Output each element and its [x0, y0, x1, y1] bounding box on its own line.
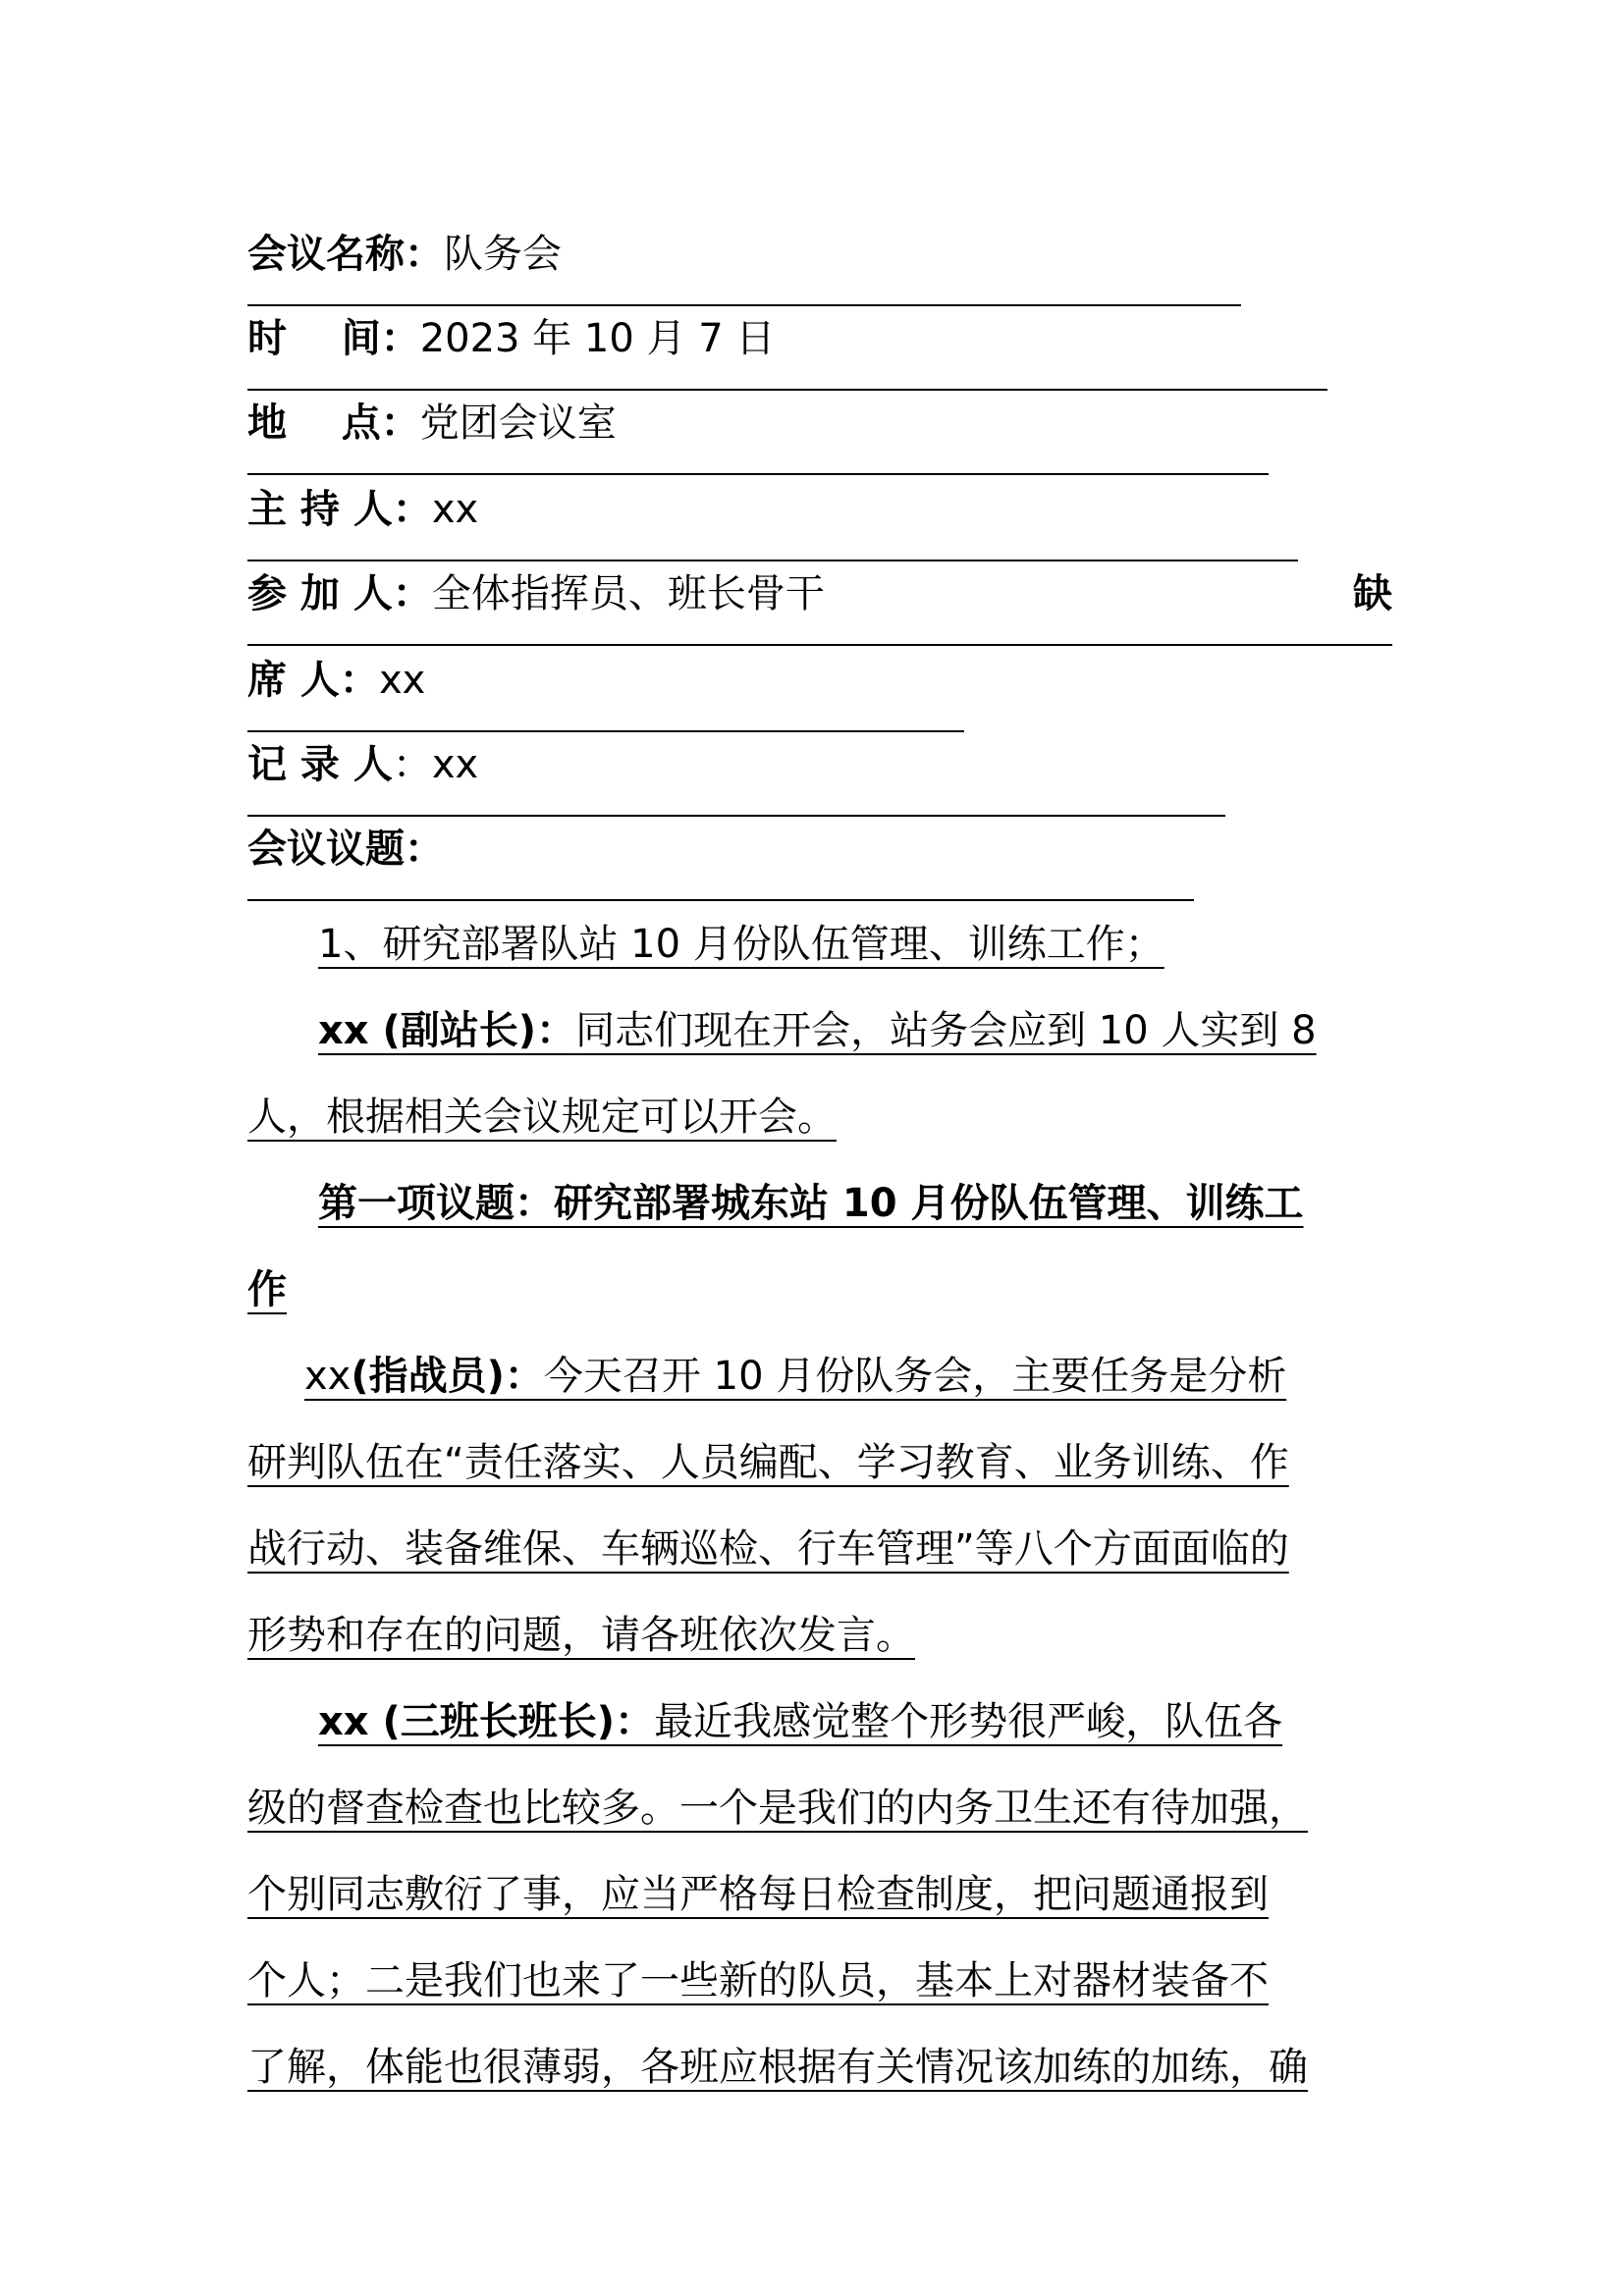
paragraph-2-line-4 — [247, 1592, 1386, 1679]
paragraph-3-line-1 — [247, 1679, 1386, 1765]
paragraph-3-line-4 — [247, 1938, 1386, 2024]
minutes-body — [247, 901, 1386, 2110]
attendees-value: 全体指挥员、班长骨干 — [431, 571, 825, 616]
paragraph-2-line-2 — [247, 1419, 1386, 1506]
topics-label: 会议议题： — [247, 827, 444, 872]
paragraph-2-text-2: 研判队伍在“责任落实、人员编配、学习教育、业务训练、作 — [247, 1440, 1289, 1485]
time-value: 2023 年 10 月 7 日 — [419, 316, 776, 361]
paragraph-3-text-5: 了解，体能也很薄弱，各班应根据有关情况该加练的加练，确 — [247, 2045, 1308, 2090]
place-row — [247, 389, 1269, 475]
paragraph-3-text-4: 个人；二是我们也来了一些新的队员，基本上对器材装备不 — [247, 1958, 1269, 2003]
paragraph-3-line-3 — [247, 1851, 1386, 1938]
recorder-value: xx — [431, 742, 479, 787]
attendees-label: 参 加 人： — [247, 571, 432, 616]
speaker-squad-leader: xx (三班长班长)： — [318, 1699, 655, 1744]
paragraph-1-text-2: 人，根据相关会议规定可以开会。 — [247, 1095, 837, 1140]
time-label: 时 间： — [247, 316, 420, 361]
heading-1-line-2 — [247, 1247, 1386, 1333]
heading-1-line-1 — [247, 1160, 1386, 1247]
paragraph-3-text-1: 最近我感觉整个形势很严峻，队伍各 — [654, 1699, 1283, 1744]
paragraph-2-text-4: 形势和存在的问题，请各班依次发言。 — [247, 1613, 915, 1658]
paragraph-2-text-3: 战行动、装备维保、车辆巡检、行车管理”等八个方面面临的 — [247, 1526, 1289, 1572]
absent-row — [247, 646, 964, 732]
paragraph-3-line-2 — [247, 1765, 1386, 1851]
absent-label-part1: 缺 — [1353, 571, 1392, 616]
meeting-name-value: 队务会 — [444, 232, 562, 277]
meeting-name-label: 会议名称： — [247, 232, 444, 277]
speaker-deputy: xx (副站长)： — [318, 1008, 576, 1053]
paragraph-1-text-1: 同志们现在开会，站务会应到 10 人实到 8 — [575, 1008, 1317, 1053]
speaker-commander-role: (指战员)： — [351, 1354, 544, 1399]
heading-1-text-2: 作 — [247, 1267, 287, 1312]
topics-row — [247, 815, 1194, 901]
recorder-colon: ： — [392, 742, 432, 787]
host-value: xx — [431, 487, 479, 532]
speaker-commander-name: xx — [304, 1354, 352, 1399]
meeting-name-row — [247, 220, 1241, 306]
place-label: 地 点： — [247, 400, 420, 446]
heading-1-text-1: 第一项议题：研究部署城东站 10 月份队伍管理、训练工 — [318, 1181, 1304, 1226]
absent-label-part2: 席 人： — [247, 658, 379, 703]
paragraph-3-text-2: 级的督查检查也比较多。一个是我们的内务卫生还有待加强， — [247, 1786, 1308, 1831]
paragraph-3-text-3: 个别同志敷衍了事，应当严格每日检查制度，把问题通报到 — [247, 1872, 1269, 1917]
recorder-row — [247, 730, 1225, 817]
topic-1-text: 1、研究部署队站 10 月份队伍管理、训练工作； — [318, 922, 1164, 967]
host-label: 主 持 人： — [247, 487, 432, 532]
absent-value: xx — [378, 658, 426, 703]
paragraph-3-line-5 — [247, 2024, 1386, 2110]
host-row — [247, 475, 1298, 561]
recorder-label: 记 录 人 — [247, 742, 393, 787]
paragraph-2-text-1: 今天召开 10 月份队务会，主要任务是分析 — [543, 1354, 1287, 1399]
topic-1 — [247, 901, 1253, 988]
paragraph-2-line-1 — [247, 1333, 1386, 1419]
attendees-row — [247, 560, 1392, 646]
paragraph-1-line-1 — [247, 988, 1386, 1074]
paragraph-2-line-3 — [247, 1506, 1386, 1592]
time-row — [247, 304, 1327, 391]
place-value: 党团会议室 — [419, 400, 617, 446]
paragraph-1-line-2 — [247, 1074, 1386, 1160]
